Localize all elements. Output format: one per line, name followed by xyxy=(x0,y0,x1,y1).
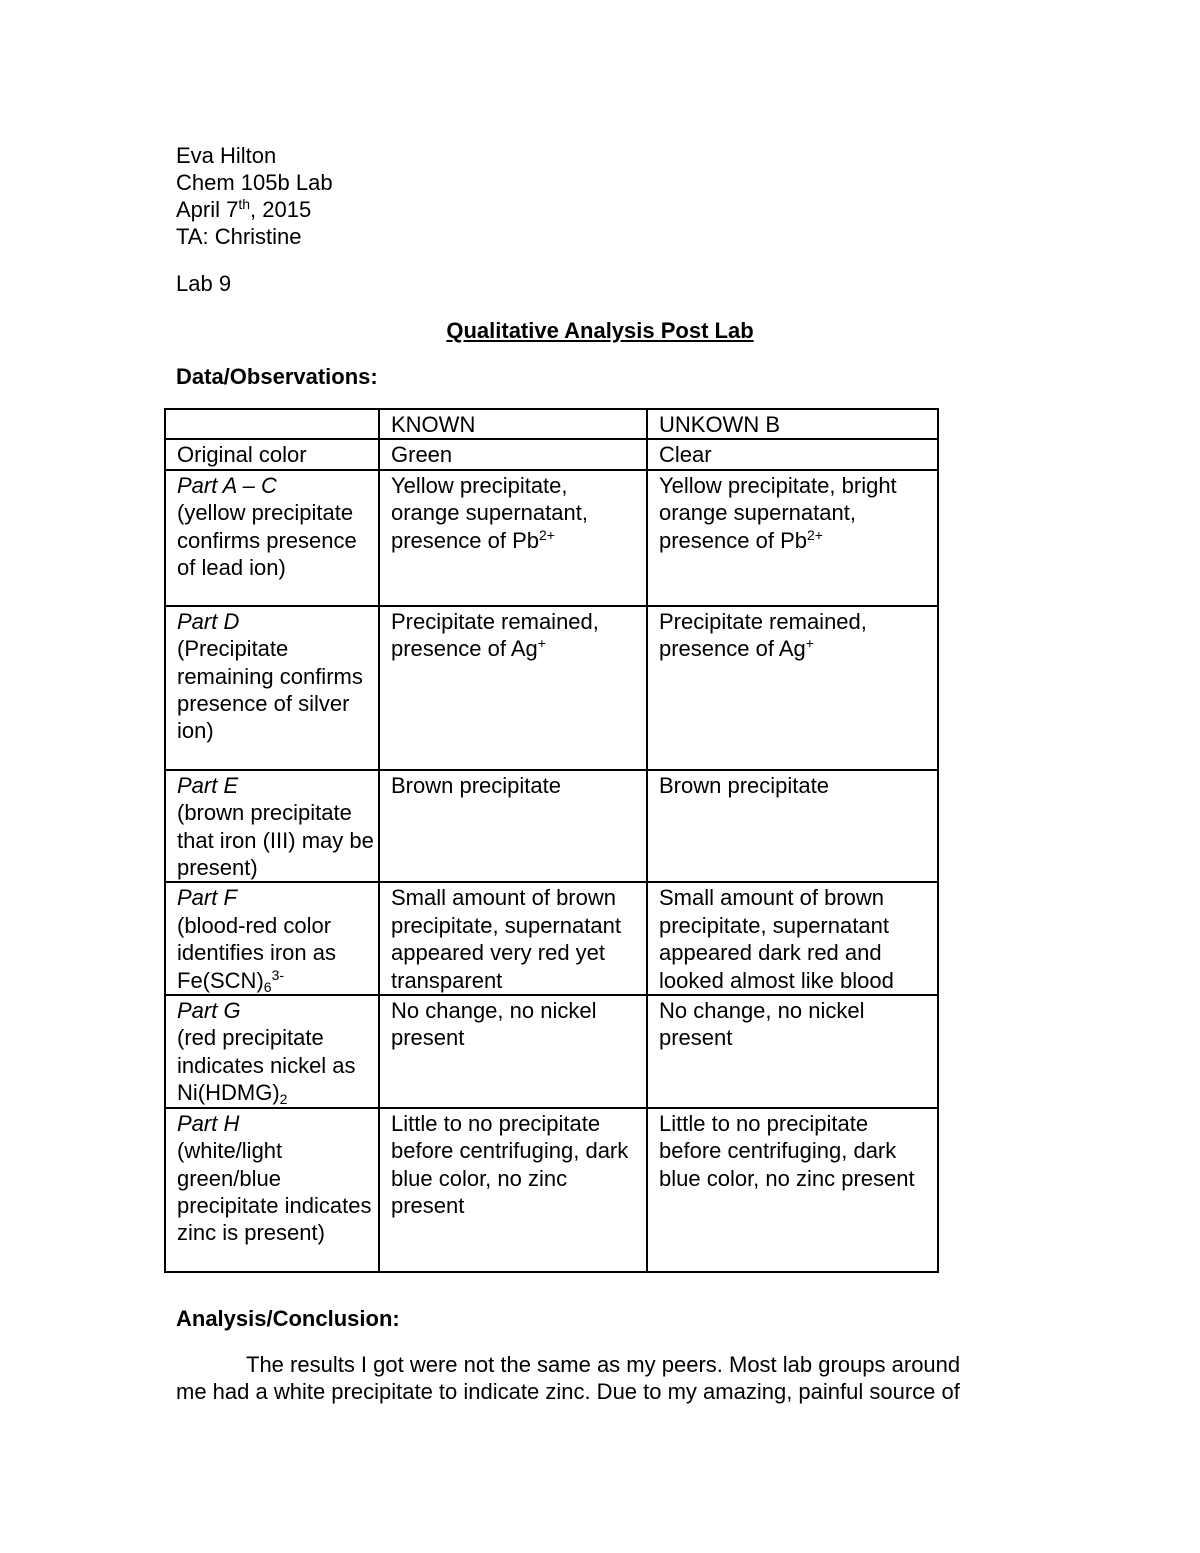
unknown-cell: Little to no precipitate before centrifuging, dark blue color, no zinc present xyxy=(647,1108,938,1272)
table-row xyxy=(165,439,938,469)
table-row xyxy=(165,606,938,770)
unknown-cell: Small amount of brown precipitate, supernatant appeared dark red and looked almost like blood xyxy=(647,882,938,995)
table-row xyxy=(165,470,938,606)
known-cell: Little to no precipitate before centrifuging, dark blue color, no zinc present xyxy=(379,1108,647,1272)
row-label: Original color xyxy=(165,439,379,469)
header-block xyxy=(176,142,333,250)
course-name: Chem 105b Lab xyxy=(176,170,333,195)
known-cell: Yellow precipitate, orange supernatant, presence of $Pb^{2+}$ xyxy=(379,470,647,606)
table-row xyxy=(165,1108,938,1272)
unknown-cell: Clear xyxy=(647,439,938,469)
unknown-cell: Precipitate remained, presence of Ag+ xyxy=(647,606,938,770)
ta-name: TA: Christine xyxy=(176,224,302,249)
table-row xyxy=(165,770,938,883)
paragraph-line: The results I got were not the same as my peers. Most lab groups around xyxy=(246,1352,961,1377)
row-label: Part E (brown precipitate that iron (III) may be present) xyxy=(165,770,379,883)
table-row xyxy=(165,995,938,1108)
row-label: Part D (Precipitate remaining confirms presence of silver ion) xyxy=(165,606,379,770)
paragraph-line: me had a white precipitate to indicate zinc. Due to my amazing, painful source of xyxy=(176,1379,960,1404)
row-label: Part G (red precipitate indicates nickel as $Ni(HDMG)_2$ xyxy=(165,995,379,1108)
known-cell: Brown precipitate xyxy=(379,770,647,883)
header-cell-unknown: UNKOWN B xyxy=(647,409,938,439)
table-header-row xyxy=(165,409,938,439)
analysis-heading: Analysis/Conclusion: xyxy=(176,1306,400,1331)
observations-table xyxy=(164,408,939,1273)
page-title: Qualitative Analysis Post Lab xyxy=(446,318,754,343)
row-label: Part H (white/light green/blue precipitate indicates zinc is present) xyxy=(165,1108,379,1272)
analysis-paragraph xyxy=(176,1351,1036,1405)
known-cell: Green xyxy=(379,439,647,469)
known-cell: No change, no nickel present xyxy=(379,995,647,1108)
known-cell: Precipitate remained, presence of Ag+ xyxy=(379,606,647,770)
unknown-cell: No change, no nickel present xyxy=(647,995,938,1108)
header-cell-blank xyxy=(165,409,379,439)
known-cell: Small amount of brown precipitate, supernatant appeared very red yet transparent xyxy=(379,882,647,995)
row-label: Part A – C (yellow precipitate confirms presence of lead ion) xyxy=(165,470,379,606)
date: April 7th, 2015 xyxy=(176,196,312,222)
lab-number: Lab 9 xyxy=(176,271,232,296)
data-heading: Data/Observations: xyxy=(176,364,378,389)
table-row xyxy=(165,882,938,995)
unknown-cell: Yellow precipitate, bright orange supernatant, presence of $Pb^{2+}$ xyxy=(647,470,938,606)
header-cell-known: KNOWN xyxy=(379,409,647,439)
row-label: Part F (blood-red color identifies iron as $Fe(SCN)_6^{3-}$ xyxy=(165,882,379,995)
unknown-cell: Brown precipitate xyxy=(647,770,938,883)
author-name: Eva Hilton xyxy=(176,143,277,168)
